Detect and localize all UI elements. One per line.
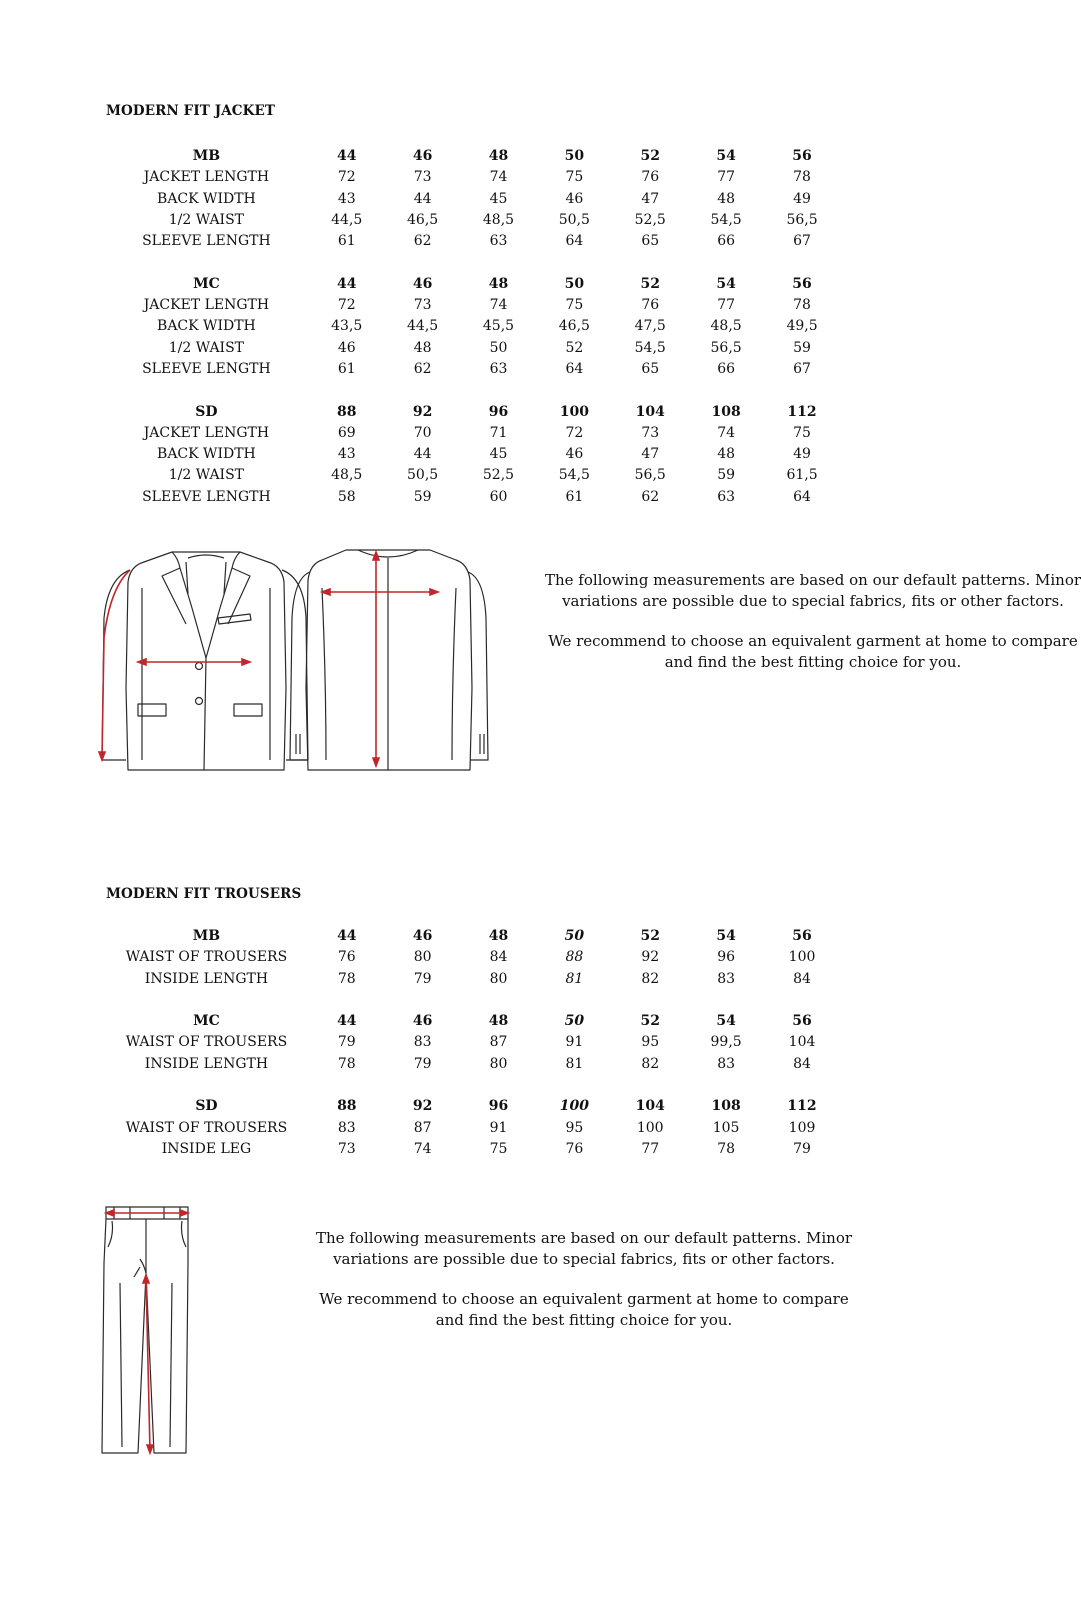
size-cell: 50 (564, 1013, 585, 1030)
row-label: SLEEVE LENGTH (142, 360, 271, 377)
spacer-row (104, 252, 840, 273)
size-cell: 100 (559, 403, 589, 420)
size-cell: 46 (412, 928, 433, 944)
size-cell: 56 (792, 928, 812, 944)
table-header-row (104, 146, 840, 167)
value-cell: 48 (413, 339, 432, 356)
jacket-illustration (100, 548, 490, 784)
value-cell: 56,5 (634, 467, 666, 484)
value-cell: 100 (636, 1119, 664, 1136)
value-cell: 46 (565, 190, 584, 207)
value-cell: 47 (641, 190, 660, 207)
note-line: and find the best fitting choice for you. (435, 1310, 733, 1329)
value-cell: 96 (717, 949, 736, 966)
value-cell: 50,5 (407, 467, 439, 484)
value-cell: 48,5 (482, 211, 515, 228)
jacket-section-title: MODERN FIT JACKET (106, 103, 275, 119)
value-cell: 77 (717, 169, 736, 186)
value-cell: 73 (413, 169, 432, 186)
value-cell: 44,5 (407, 318, 439, 335)
value-cell: 95 (565, 1119, 584, 1136)
value-cell: 79 (793, 1140, 811, 1157)
value-cell: 84 (793, 970, 811, 987)
row-label: BACK WIDTH (157, 446, 256, 463)
table-header-row (104, 1011, 840, 1032)
block-header: MB (192, 928, 221, 944)
value-cell: 79 (413, 970, 432, 987)
table-row (104, 210, 840, 231)
value-cell: 74 (717, 424, 736, 441)
value-cell: 65 (641, 360, 660, 377)
spacer-cell (104, 252, 840, 273)
value-cell: 80 (489, 970, 508, 987)
table-row (104, 338, 840, 359)
value-cell: 45,5 (482, 318, 515, 335)
table-row (104, 231, 840, 252)
block-header: SD (195, 403, 218, 420)
trousers-size-table (104, 926, 840, 1160)
value-cell: 60 (489, 488, 508, 505)
table-row (104, 359, 840, 380)
size-cell: 100 (559, 1098, 589, 1115)
value-cell: 56,5 (786, 211, 818, 228)
value-cell: 77 (641, 1140, 660, 1157)
size-cell: 52 (640, 1013, 660, 1030)
table-row (104, 444, 840, 465)
value-cell: 70 (413, 424, 432, 441)
value-cell: 64 (793, 488, 811, 505)
value-cell: 58 (337, 488, 356, 505)
row-label: JACKET LENGTH (143, 424, 270, 441)
size-cell: 44 (337, 1013, 357, 1030)
note-line: and find the best fitting choice for you. (664, 652, 962, 671)
value-cell: 76 (565, 1140, 584, 1157)
value-cell: 62 (413, 233, 432, 250)
size-cell: 54 (716, 275, 736, 292)
block-header: MC (193, 1013, 220, 1030)
value-cell: 78 (793, 169, 811, 186)
value-cell: 78 (337, 1055, 356, 1072)
table-row (104, 189, 840, 210)
row-label: WAIST OF TROUSERS (125, 949, 288, 966)
value-cell: 81 (565, 970, 584, 987)
value-cell: 81 (565, 1055, 584, 1072)
table-header-row (104, 1096, 840, 1117)
value-cell: 76 (641, 169, 660, 186)
value-cell: 61 (337, 360, 356, 377)
row-label: WAIST OF TROUSERS (125, 1119, 288, 1136)
table-row (104, 487, 840, 508)
value-cell: 78 (793, 297, 811, 314)
size-cell: 48 (488, 148, 509, 164)
size-cell: 52 (640, 928, 660, 944)
size-cell: 112 (787, 403, 817, 420)
spacer-cell (104, 1075, 840, 1096)
value-cell: 61 (337, 233, 356, 250)
size-cell: 44 (336, 148, 357, 164)
table-header-row (104, 274, 840, 295)
size-cell: 52 (640, 148, 660, 164)
size-cell: 50 (564, 275, 585, 292)
value-cell: 46,5 (407, 211, 439, 228)
value-cell: 71 (489, 424, 508, 441)
value-cell: 65 (641, 233, 660, 250)
value-cell: 54,5 (710, 211, 742, 228)
value-cell: 84 (489, 949, 508, 966)
value-cell: 80 (413, 949, 432, 966)
value-cell: 62 (413, 360, 432, 377)
value-cell: 83 (337, 1119, 356, 1136)
value-cell: 91 (565, 1034, 584, 1051)
spacer-row (104, 1075, 840, 1096)
value-cell: 80 (489, 1055, 508, 1072)
jacket-note-clip (500, 570, 1081, 671)
spacer-row (104, 990, 840, 1011)
size-cell: 52 (640, 275, 660, 292)
value-cell: 74 (413, 1140, 432, 1157)
size-cell: 54 (716, 148, 736, 164)
note-line: The following measurements are based on our default patterns. Minor (316, 1229, 853, 1247)
row-label: BACK WIDTH (157, 318, 256, 335)
size-cell: 92 (412, 403, 433, 420)
value-cell: 76 (641, 297, 660, 314)
note-line: The following measurements are based on our default patterns. Minor (545, 571, 1081, 589)
value-cell: 45 (489, 446, 508, 463)
table-row (104, 316, 840, 337)
block-header: MC (193, 275, 220, 292)
value-cell: 48,5 (331, 467, 363, 484)
size-cell: 56 (792, 148, 812, 164)
table-row (104, 969, 840, 990)
value-cell: 82 (641, 1055, 660, 1072)
block-header: SD (195, 1098, 218, 1115)
value-cell: 66 (717, 360, 736, 377)
value-cell: 64 (565, 233, 584, 250)
value-cell: 43 (337, 446, 356, 463)
row-label: INSIDE LENGTH (144, 970, 269, 987)
value-cell: 52 (565, 339, 584, 356)
trousers-note (316, 1228, 852, 1330)
size-cell: 44 (337, 928, 357, 944)
value-cell: 105 (712, 1119, 740, 1136)
value-cell: 49 (793, 190, 811, 207)
row-label: 1/2 WAIST (168, 211, 245, 228)
value-cell: 43,5 (331, 318, 363, 335)
note-line: variations are possible due to special fabrics, fits or other factors. (333, 1249, 835, 1268)
size-cell: 54 (716, 928, 736, 944)
value-cell: 78 (337, 970, 356, 987)
size-cell: 96 (488, 403, 509, 420)
value-cell: 100 (788, 949, 816, 966)
trousers-note-clip (250, 1228, 853, 1329)
value-cell: 46 (565, 446, 584, 463)
jacket-note (545, 570, 1081, 672)
value-cell: 47 (641, 446, 660, 463)
value-cell: 50 (489, 339, 508, 356)
size-cell: 48 (488, 928, 509, 944)
row-label: JACKET LENGTH (143, 169, 270, 186)
size-cell: 50 (564, 148, 585, 164)
row-label: SLEEVE LENGTH (142, 233, 271, 250)
table-row (104, 465, 840, 486)
value-cell: 104 (788, 1034, 816, 1051)
size-cell: 54 (716, 1013, 736, 1030)
size-cell: 56 (792, 275, 812, 292)
value-cell: 73 (413, 297, 432, 314)
value-cell: 87 (489, 1034, 508, 1051)
value-cell: 67 (793, 360, 811, 377)
size-cell: 48 (488, 1013, 509, 1030)
value-cell: 64 (565, 360, 584, 377)
size-cell: 96 (488, 1098, 509, 1115)
value-cell: 75 (793, 424, 811, 441)
value-cell: 69 (337, 424, 356, 441)
value-cell: 59 (793, 339, 811, 356)
size-cell: 44 (336, 275, 357, 292)
row-label: INSIDE LEG (161, 1140, 252, 1157)
value-cell: 72 (337, 169, 356, 186)
row-label: 1/2 WAIST (168, 339, 245, 356)
jacket-size-table-wrap (104, 146, 840, 511)
value-cell: 52,5 (482, 467, 515, 484)
value-cell: 45 (489, 190, 508, 207)
table-row (104, 423, 840, 444)
value-cell: 48 (717, 446, 736, 463)
size-cell: 112 (787, 1098, 817, 1115)
value-cell: 73 (641, 424, 660, 441)
value-cell: 109 (788, 1119, 816, 1136)
size-cell: 48 (488, 275, 509, 292)
value-cell: 66 (717, 233, 736, 250)
value-cell: 74 (489, 297, 508, 314)
trousers-section-title: MODERN FIT TROUSERS (106, 886, 302, 902)
value-cell: 67 (793, 233, 811, 250)
value-cell: 83 (717, 1055, 736, 1072)
size-cell: 46 (412, 148, 433, 164)
value-cell: 88 (565, 949, 584, 966)
value-cell: 44 (413, 190, 432, 207)
value-cell: 46,5 (558, 318, 590, 335)
row-label: JACKET LENGTH (143, 297, 270, 314)
size-cell: 108 (711, 1098, 741, 1115)
value-cell: 63 (717, 488, 736, 505)
value-cell: 92 (641, 949, 660, 966)
value-cell: 54,5 (558, 467, 590, 484)
table-row (104, 1139, 840, 1160)
value-cell: 87 (413, 1119, 432, 1136)
size-cell: 46 (412, 1013, 433, 1030)
size-cell: 92 (412, 1098, 433, 1115)
value-cell: 79 (413, 1055, 432, 1072)
value-cell: 47,5 (634, 318, 666, 335)
note-line: We recommend to choose an equivalent garment at home to compare (319, 1290, 849, 1308)
size-cell: 104 (635, 1098, 665, 1115)
value-cell: 95 (641, 1034, 660, 1051)
value-cell: 54,5 (634, 339, 666, 356)
size-cell: 50 (564, 928, 585, 944)
value-cell: 61 (565, 488, 584, 505)
value-cell: 84 (793, 1055, 811, 1072)
value-cell: 43 (337, 190, 356, 207)
row-label: 1/2 WAIST (168, 467, 245, 484)
value-cell: 83 (717, 970, 736, 987)
value-cell: 72 (337, 297, 356, 314)
block-header: MB (192, 148, 221, 164)
value-cell: 82 (641, 970, 660, 987)
value-cell: 49,5 (786, 318, 818, 335)
value-cell: 48 (717, 190, 736, 207)
note-line: variations are possible due to special fabrics, fits or other factors. (562, 591, 1064, 610)
value-cell: 75 (565, 169, 584, 186)
value-cell: 72 (565, 424, 584, 441)
row-label: BACK WIDTH (157, 190, 256, 207)
spacer-cell (104, 990, 840, 1011)
value-cell: 44,5 (331, 211, 363, 228)
value-cell: 59 (413, 488, 432, 505)
value-cell: 74 (489, 169, 508, 186)
value-cell: 83 (413, 1034, 432, 1051)
table-row (104, 1054, 840, 1075)
value-cell: 50,5 (558, 211, 590, 228)
value-cell: 48,5 (710, 318, 742, 335)
row-label: SLEEVE LENGTH (142, 488, 271, 505)
value-cell: 73 (337, 1140, 356, 1157)
table-row (104, 947, 840, 968)
value-cell: 75 (489, 1140, 508, 1157)
table-header-row (104, 926, 840, 947)
table-row (104, 167, 840, 188)
value-cell: 99,5 (710, 1034, 742, 1051)
value-cell: 76 (337, 949, 356, 966)
value-cell: 59 (717, 467, 736, 484)
table-row (104, 1118, 840, 1139)
value-cell: 75 (565, 297, 584, 314)
table-header-row (104, 402, 840, 423)
value-cell: 91 (489, 1119, 508, 1136)
size-cell: 88 (337, 1098, 357, 1115)
row-label: WAIST OF TROUSERS (125, 1034, 288, 1051)
trousers-illustration (100, 1203, 194, 1457)
value-cell: 63 (489, 233, 508, 250)
size-cell: 88 (336, 403, 357, 420)
size-cell: 108 (711, 403, 741, 420)
value-cell: 77 (717, 297, 736, 314)
size-cell: 104 (635, 403, 665, 420)
trousers-size-table-wrap (104, 926, 840, 1166)
value-cell: 78 (717, 1140, 736, 1157)
table-row (104, 295, 840, 316)
value-cell: 52,5 (634, 211, 666, 228)
jacket-size-table (104, 146, 840, 508)
value-cell: 49 (793, 446, 811, 463)
value-cell: 46 (337, 339, 356, 356)
value-cell: 56,5 (710, 339, 742, 356)
value-cell: 63 (489, 360, 508, 377)
value-cell: 79 (337, 1034, 356, 1051)
size-cell: 46 (412, 275, 433, 292)
value-cell: 62 (641, 488, 660, 505)
note-line: We recommend to choose an equivalent garment at home to compare (548, 632, 1078, 650)
spacer-row (104, 380, 840, 401)
table-row (104, 1032, 840, 1053)
spacer-cell (104, 380, 840, 401)
value-cell: 61,5 (786, 467, 818, 484)
size-cell: 56 (792, 1013, 812, 1030)
row-label: INSIDE LENGTH (144, 1055, 269, 1072)
value-cell: 44 (413, 446, 432, 463)
